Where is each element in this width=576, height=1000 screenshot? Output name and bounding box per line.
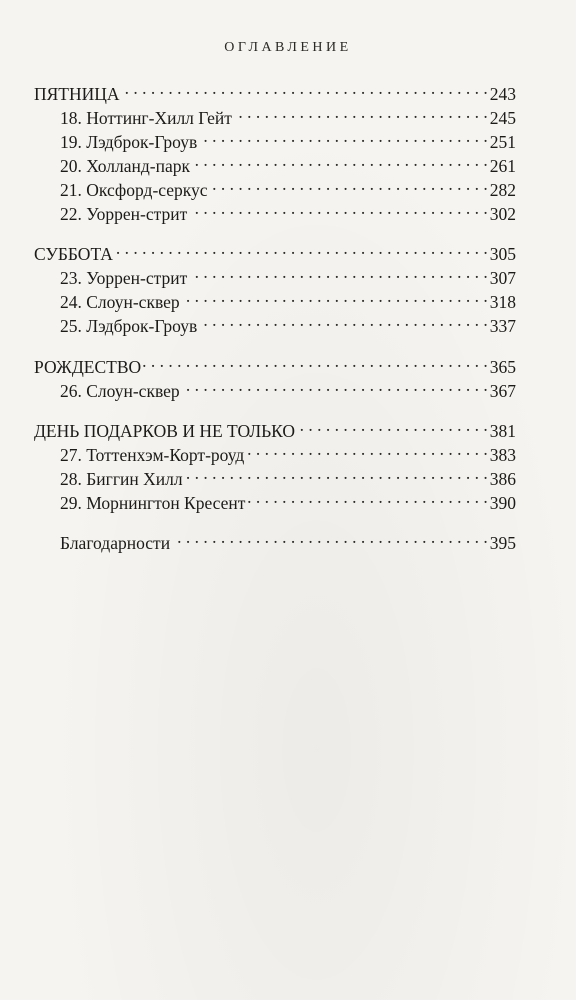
dot-leader: [234, 100, 488, 124]
toc-page-number: 305: [489, 244, 516, 264]
dot-leader: [185, 461, 488, 485]
toc-page-number: 365: [489, 357, 516, 377]
toc-entry-label: 27. Тоттенхэм-Корт-роуд: [60, 445, 245, 465]
dot-leader: [192, 148, 488, 172]
dot-leader: [199, 308, 488, 332]
toc-entry-friday: [34, 76, 516, 104]
toc-entry-label: 28. Биггин Хилл: [60, 469, 183, 489]
toc-page-number: 307: [489, 268, 516, 288]
toc-entry-chapter-19: [34, 124, 516, 152]
toc-page-number: 245: [489, 108, 516, 128]
toc-entry-saturday: [34, 236, 516, 264]
toc-page-number: 251: [489, 132, 516, 152]
toc-entry-label: РОЖДЕСТВО: [34, 357, 142, 377]
toc-entry-label: 22. Уоррен-стрит: [60, 204, 188, 224]
toc-entry-label: 25. Лэдброк-Гроув: [60, 316, 198, 336]
toc-page-number: 386: [489, 469, 516, 489]
toc-entry-label: 29. Морнингтон Кресент: [60, 493, 246, 513]
toc-page-number: 381: [489, 421, 516, 441]
toc-entry-chapter-29: [34, 485, 516, 513]
dot-leader: [143, 349, 488, 373]
toc-entry-chapter-27: [34, 437, 516, 465]
dot-leader: [247, 485, 487, 509]
toc-entry-label: 20. Холланд-парк: [60, 156, 191, 176]
toc-entry-label: 24. Слоун-сквер: [60, 292, 180, 312]
toc-entry-label: ПЯТНИЦА: [34, 84, 120, 104]
toc-entry-boxing-day: [34, 413, 516, 441]
toc-entry-label: 26. Слоун-сквер: [60, 381, 180, 401]
dot-leader: [122, 76, 488, 100]
toc-page-number: 390: [489, 493, 516, 513]
toc-entry-label: ДЕНЬ ПОДАРКОВ И НЕ ТОЛЬКО: [34, 421, 296, 441]
toc-entry-chapter-28: [34, 461, 516, 489]
dot-leader: [210, 172, 488, 196]
toc-entry-chapter-18: [34, 100, 516, 128]
toc-entry-chapter-20: [34, 148, 516, 176]
toc-entry-christmas: [34, 349, 516, 377]
toc-entry-label: 23. Уоррен-стрит: [60, 268, 188, 288]
dot-leader: [182, 284, 488, 308]
toc-entry-label: 19. Лэдброк-Гроув: [60, 132, 198, 152]
dot-leader: [115, 236, 488, 260]
dot-leader: [189, 260, 487, 284]
dot-leader: [246, 437, 487, 461]
dot-leader: [189, 196, 487, 220]
toc-entry-acknowledgements: [34, 525, 516, 553]
toc-entry-label: 21. Оксфорд-серкус: [60, 180, 208, 200]
toc-page-number: 261: [489, 156, 516, 176]
toc-page-number: 395: [489, 533, 516, 553]
toc-entry-label: Благодарности: [60, 533, 171, 553]
toc-entry-chapter-24: [34, 284, 516, 312]
toc-page-number: 383: [489, 445, 516, 465]
toc-entry-label: 18. Ноттинг-Хилл Гейт: [60, 108, 232, 128]
toc-entry-chapter-21: [34, 172, 516, 200]
dot-leader: [182, 373, 488, 397]
toc-page-number: 318: [489, 292, 516, 312]
toc-page-number: 367: [489, 381, 516, 401]
dot-leader: [199, 124, 488, 148]
page-title: ОГЛАВЛЕНИЕ: [224, 40, 352, 55]
toc-entry-chapter-25: [34, 308, 516, 336]
toc-entry-chapter-23: [34, 260, 516, 288]
dot-leader: [172, 525, 488, 549]
toc-page-number: 282: [489, 180, 516, 200]
toc-page-number: 243: [489, 84, 516, 104]
dot-leader: [297, 413, 488, 437]
toc-page-number: 302: [489, 204, 516, 224]
toc-entry-chapter-26: [34, 373, 516, 401]
toc-entry-chapter-22: [34, 196, 516, 224]
toc-page-number: 337: [489, 316, 516, 336]
toc-entry-label: СУББОТА: [34, 244, 113, 264]
